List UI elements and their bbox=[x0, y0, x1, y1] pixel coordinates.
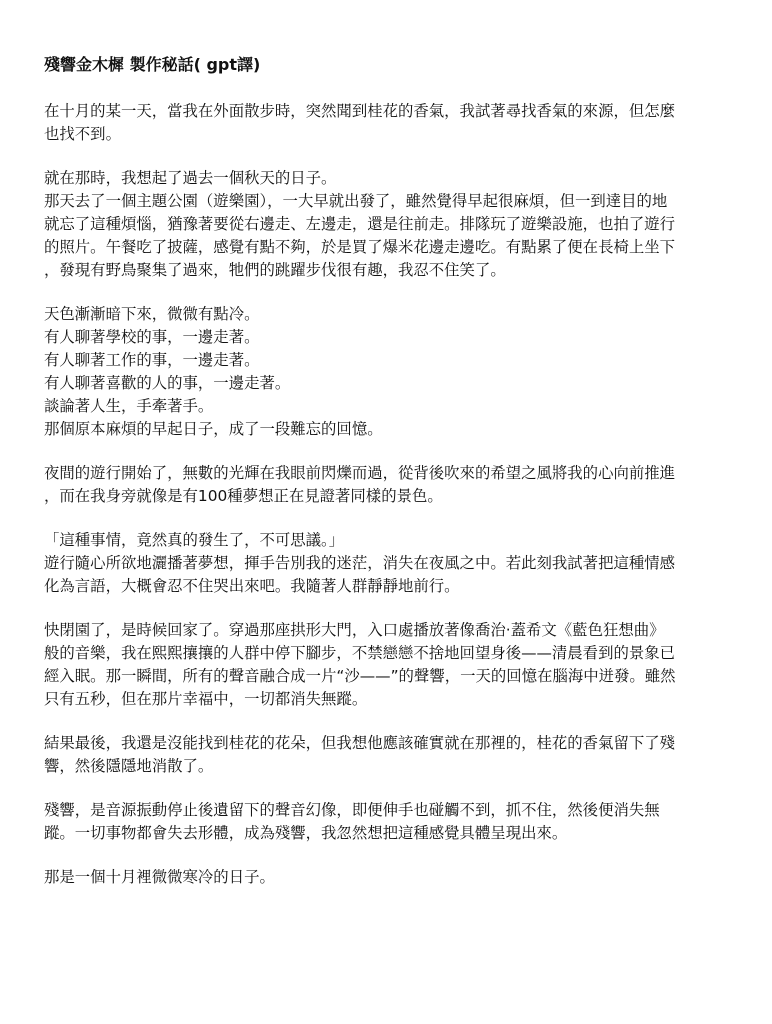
text-line: 「這種事情，竟然真的發生了，不可思議。」 bbox=[44, 531, 345, 549]
paragraph bbox=[44, 799, 734, 845]
paragraph bbox=[44, 303, 734, 441]
document-title: 殘響金木樨 製作秘話( gpt譯) bbox=[44, 55, 261, 74]
text-line: 有人聊著學校的事，一邊走著。 bbox=[44, 328, 260, 346]
text-line: 遊行隨心所欲地灑播著夢想，揮手告別我的迷茫，消失在夜風之中。若此刻我試著把這種情感 bbox=[44, 554, 676, 572]
text-line: 經入眠。那一瞬間，所有的聲音融合成一片“沙——”的聲響，一天的回憶在腦海中迸發。雖然 bbox=[44, 667, 676, 685]
text-line: 有人聊著喜歡的人的事，一邊走著。 bbox=[44, 374, 291, 392]
paragraph bbox=[44, 462, 734, 508]
text-line: 快閉園了，是時候回家了。穿過那座拱形大門，入口處播放著像喬治·蓋希文《藍色狂想曲》 bbox=[44, 621, 665, 639]
text-line: ，而在我身旁就像是有100種夢想正在見證著同樣的景色。 bbox=[44, 487, 443, 505]
paragraph bbox=[44, 529, 734, 598]
text-line: 的照片。午餐吃了披薩，感覺有點不夠，於是買了爆米花邊走邊吃。有點累了便在長椅上坐下 bbox=[44, 238, 676, 256]
text-line: 那天去了一個主題公園（遊樂園），一大早就出發了，雖然覺得早起很麻煩，但一到達目的地 bbox=[44, 192, 668, 210]
document-body bbox=[44, 100, 734, 889]
paragraph bbox=[44, 100, 734, 146]
document-page bbox=[44, 54, 734, 910]
text-line: 就在那時，我想起了過去一個秋天的日子。 bbox=[44, 169, 337, 187]
text-line: 殘響，是音源振動停止後遺留下的聲音幻像，即便伸手也碰觸不到，抓不住，然後便消失無 bbox=[44, 801, 660, 819]
paragraph bbox=[44, 167, 734, 282]
text-line: 般的音樂，我在熙熙攘攘的人群中停下腳步，不禁戀戀不捨地回望身後——清晨看到的景象已 bbox=[44, 644, 676, 662]
paragraph bbox=[44, 619, 734, 711]
paragraph bbox=[44, 866, 734, 889]
text-line: 也找不到。 bbox=[44, 125, 121, 143]
text-line: 那個原本麻煩的早起日子，成了一段難忘的回憶。 bbox=[44, 420, 383, 438]
text-line: 天色漸漸暗下來，微微有點冷。 bbox=[44, 305, 260, 323]
text-line: 結果最後，我還是沒能找到桂花的花朵，但我想他應該確實就在那裡的，桂花的香氣留下了殘 bbox=[44, 734, 676, 752]
text-line: 蹤。一切事物都會失去形體，成為殘響，我忽然想把這種感覺具體呈現出來。 bbox=[44, 824, 568, 842]
text-line: 談論著人生，手牽著手。 bbox=[44, 397, 214, 415]
paragraph bbox=[44, 732, 734, 778]
text-line: 化為言語，大概會忍不住哭出來吧。我隨著人群靜靜地前行。 bbox=[44, 577, 460, 595]
text-line: 在十月的某一天，當我在外面散步時，突然聞到桂花的香氣，我試著尋找香氣的來源，但怎麼 bbox=[44, 102, 676, 120]
text-line: 就忘了這種煩惱，猶豫著要從右邊走、左邊走，還是往前走。排隊玩了遊樂設施，也拍了遊行 bbox=[44, 215, 676, 233]
text-line: 那是一個十月裡微微寒冷的日子。 bbox=[44, 868, 275, 886]
text-line: 夜間的遊行開始了，無數的光輝在我眼前閃爍而過，從背後吹來的希望之風將我的心向前推進 bbox=[44, 464, 676, 482]
text-line: 有人聊著工作的事，一邊走著。 bbox=[44, 351, 260, 369]
text-line: 只有五秒，但在那片幸福中，一切都消失無蹤。 bbox=[44, 690, 368, 708]
text-line: ，發現有野鳥聚集了過來，牠們的跳躍步伐很有趣，我忍不住笑了。 bbox=[44, 261, 506, 279]
text-line: 響，然後隱隱地消散了。 bbox=[44, 757, 214, 775]
